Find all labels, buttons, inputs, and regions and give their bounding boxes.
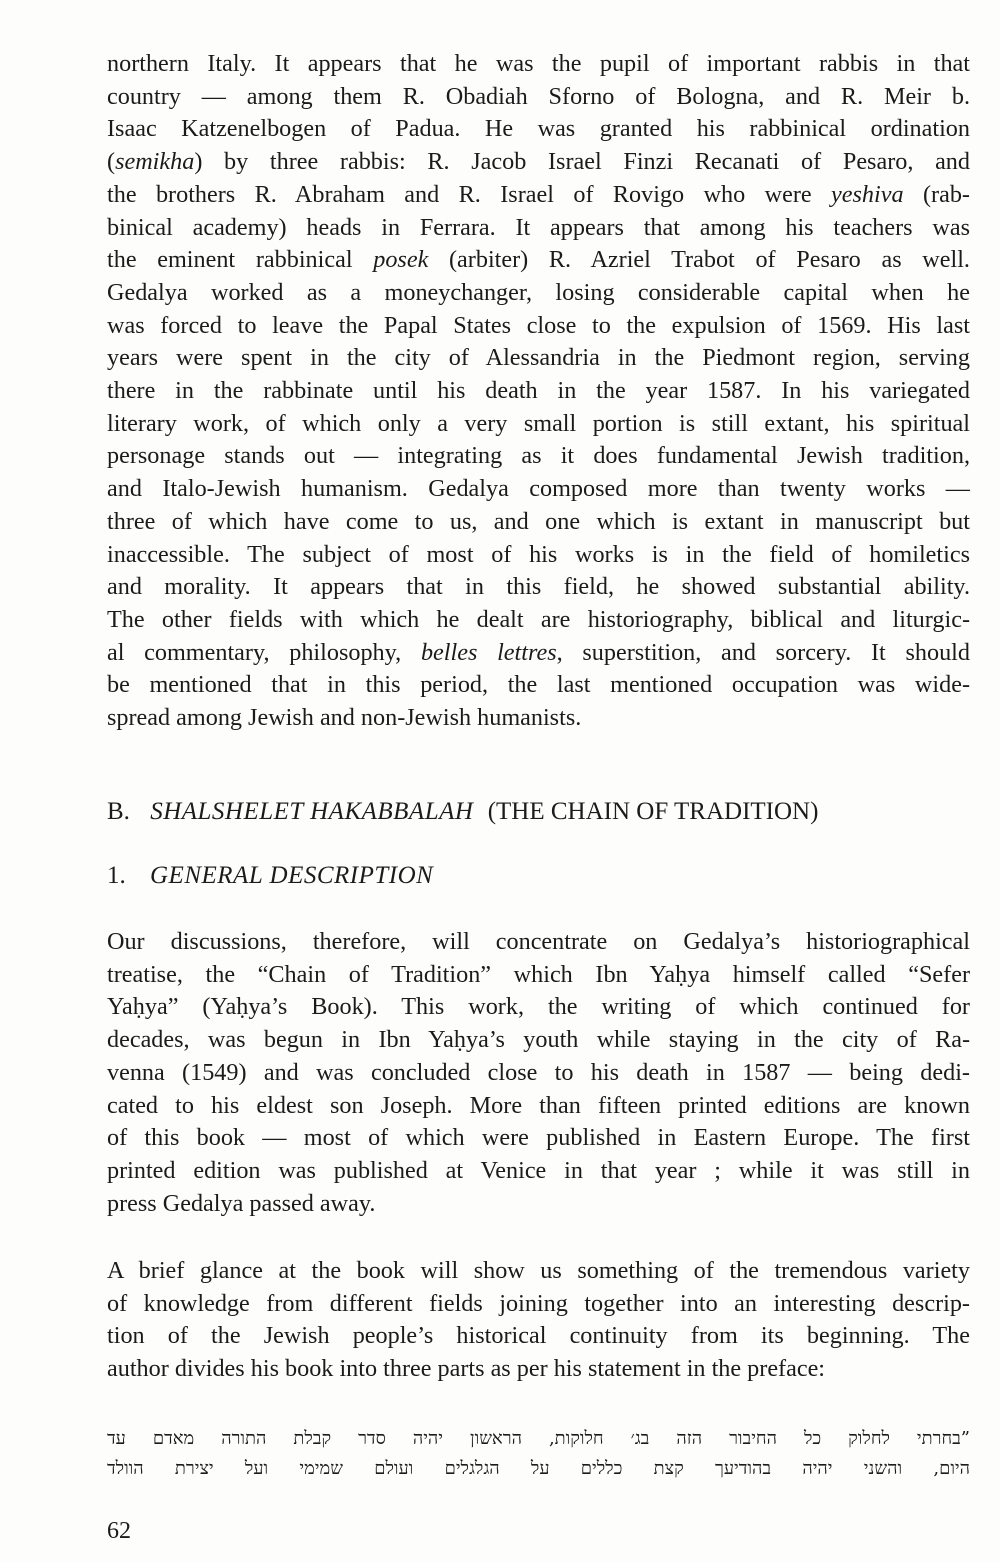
section-b-heading: [107, 796, 818, 828]
text-line: cated to his eldest son Joseph. More than fifteen printed editions are known: [107, 1091, 970, 1119]
text-line: Isaac Katzenelbogen of Padua. He was granted his rabbinical ordination: [107, 115, 970, 143]
page-number: 62: [107, 1518, 131, 1544]
text-line: of knowledge from different fields joining together into an interesting descrip-: [107, 1289, 970, 1317]
text-line: venna (1549) and was concluded close to his death in 1587 — being dedi-: [107, 1058, 970, 1086]
text-line: binical academy) heads in Ferrara. It appears that among his teachers was: [107, 213, 970, 241]
text-line: the eminent rabbinical posek (arbiter) R. Azriel Trabot of Pesaro as well.: [107, 246, 970, 274]
text-line: of this book — most of which were published in Eastern Europe. The first: [107, 1124, 970, 1152]
hebrew-line: היום, והשני יהיה בהודיעך קצת כללים על הגלגלים ועולם שמימי ועל יצירת הוולד: [107, 1458, 970, 1479]
section-letter: B.: [107, 798, 130, 825]
text-line: personage stands out — integrating as it does fundamental Jewish tradition,: [107, 442, 970, 470]
text-line: A brief glance at the book will show us something of the tremendous variety: [107, 1257, 970, 1284]
paragraph-brief-glance: [107, 1255, 970, 1386]
text-line: be mentioned that in this period, the last mentioned occupation was wide-: [107, 671, 970, 699]
text-line: years were spent in the city of Alessandria in the Piedmont region, serving: [107, 344, 970, 372]
text-line: tion of the Jewish people’s historical continuity from its beginning. The: [107, 1322, 970, 1350]
text-line: (semikha) by three rabbis: R. Jacob Israel Finzi Recanati of Pesaro, and: [107, 148, 970, 176]
text-line: Gedalya worked as a moneychanger, losing considerable capital when he: [107, 278, 970, 306]
text-line: al commentary, philosophy, belles lettres, superstition, and sorcery. It should: [107, 638, 970, 666]
text-line: northern Italy. It appears that he was the pupil of important rabbis in that: [107, 50, 970, 77]
text-line: the brothers R. Abraham and R. Israel of Rovigo who were yeshiva (rab-: [107, 180, 970, 208]
hebrew-quote: [107, 1424, 970, 1484]
hebrew-line: ”בחרתי לחלוק כל החיבור הזה בג׳ חלוקות, הראשון יהיה סדר קבלת התורה מאדם עד: [107, 1428, 970, 1449]
section-title-plain: (THE CHAIN OF TRADITION): [487, 798, 819, 825]
paragraph-general-description: [107, 926, 970, 1220]
text-line: literary work, of which only a very small portion is still extant, his spiritual: [107, 409, 970, 437]
text-line: treatise, the “Chain of Tradition” which Ibn Yaḥya himself called “Sefer: [107, 960, 970, 988]
subsection-number: 1.: [107, 862, 126, 889]
text-line: and Italo-Jewish humanism. Gedalya composed more than twenty works —: [107, 475, 970, 503]
text-line: country — among them R. Obadiah Sforno of Bologna, and R. Meir b.: [107, 82, 970, 110]
text-line: three of which have come to us, and one which is extant in manuscript but: [107, 507, 970, 535]
text-line: and morality. It appears that in this field, he showed substantial ability.: [107, 573, 970, 601]
text-line: Our discussions, therefore, will concentrate on Gedalya’s historiographical: [107, 928, 970, 955]
text-line: was forced to leave the Papal States close to the expulsion of 1569. His last: [107, 311, 970, 339]
text-line: spread among Jewish and non-Jewish humanists.: [107, 704, 582, 732]
text-line: press Gedalya passed away.: [107, 1189, 376, 1217]
text-line: inaccessible. The subject of most of his works is in the field of homiletics: [107, 540, 970, 568]
text-line: The other fields with which he dealt are historiography, biblical and liturgic-: [107, 605, 970, 633]
text-line: there in the rabbinate until his death in the year 1587. In his variegated: [107, 377, 970, 405]
text-line: Yaḥya” (Yaḥya’s Book). This work, the writing of which continued for: [107, 993, 970, 1021]
subsection-1-heading: [107, 860, 433, 892]
paragraph-biography: [107, 48, 970, 735]
text-line: printed edition was published at Venice in that year ; while it was still in: [107, 1156, 970, 1184]
subsection-title: GENERAL DESCRIPTION: [150, 862, 434, 889]
text-line: decades, was begun in Ibn Yaḥya’s youth while staying in the city of Ra-: [107, 1026, 970, 1054]
section-title-italic: SHALSHELET HAKABBALAH: [150, 798, 474, 825]
text-line: author divides his book into three parts as per his statement in the preface:: [107, 1355, 826, 1383]
